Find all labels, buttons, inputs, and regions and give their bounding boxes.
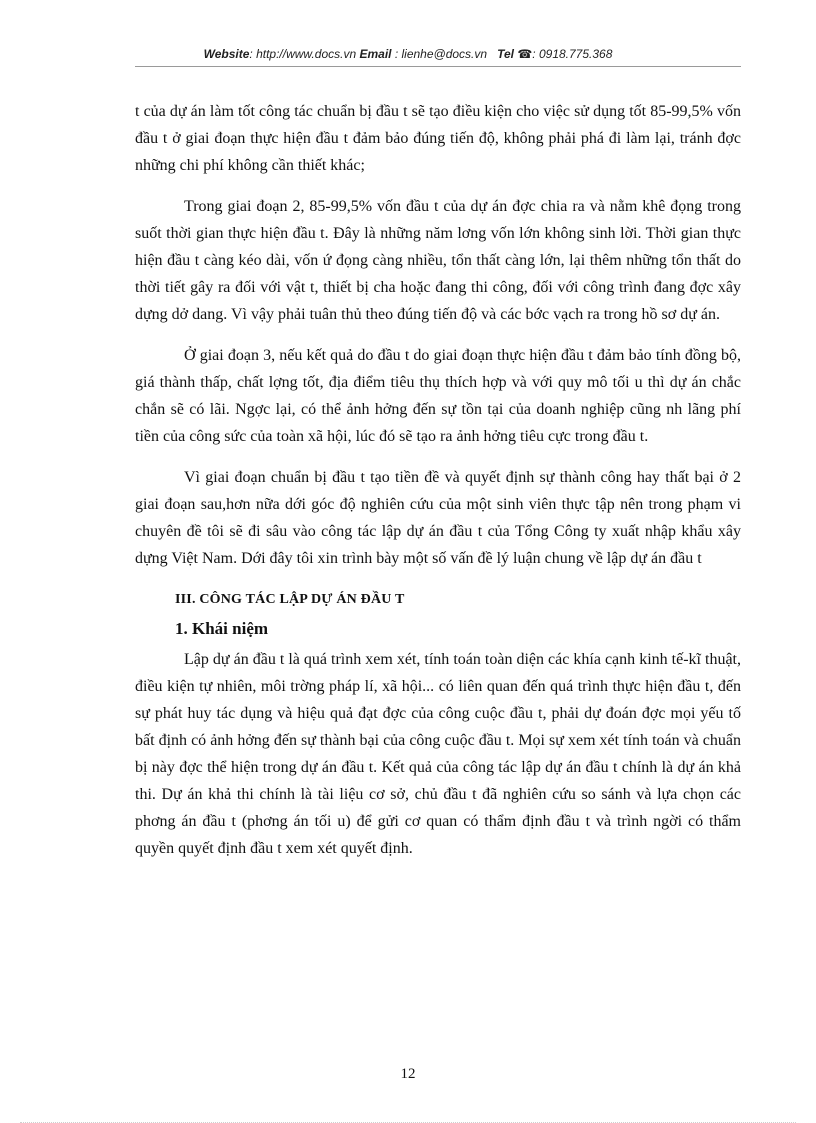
tel-value: 0918.775.368 (538, 47, 613, 61)
phone-icon: ☎ (517, 47, 533, 61)
document-body (135, 98, 741, 876)
paragraph-1: t của dự án làm tốt công tác chuẩn bị đầu t sẽ tạo điều kiện cho việc sử dụng tốt 85-99,5% vốn đầu t ở giai đoạn thực hiện đầu t đảm bảo đúng tiến độ, không phải phá đi làm lại, tránh đợc những chi phí không cần thiết khác; (135, 103, 741, 174)
tel-label: Tel (497, 47, 514, 61)
section-heading: III. CÔNG TÁC LẬP DỰ ÁN ĐẦU T (175, 592, 405, 607)
header-divider (135, 66, 741, 67)
website-url-link[interactable]: http://www.docs.vn (256, 47, 357, 61)
page-header (0, 47, 816, 61)
email-link[interactable]: lienhe@docs.vn (401, 47, 488, 61)
website-label: Website (203, 47, 250, 61)
email-label: Email (359, 47, 392, 61)
tel-separator: : (532, 47, 539, 61)
email-separator: : (391, 47, 402, 61)
definition-paragraph: Lập dự án đầu t là quá trình xem xét, tính toán toàn diện các khía cạnh kinh tế-kĩ thuật, điều kiện tự nhiên, môi trờng pháp lí, xã hội... có liên quan đến quá trình thực hiện đầu t, đến sự phát huy tác dụng và hiệu quả đạt đợc của công cuộc đầu t, phải dự đoán đợc mọi yếu tố bất định có ảnh hởng đến sự thành bại của công cuộc đầu t. Mọi sự xem xét tính toán và chuẩn bị này đợc thể hiện trong dự án đầu t. Kết quả của công tác lập dự án đầu t chính là dự án khả thi. Dự án khả thi chính là tài liệu cơ sở, chủ đầu t đã nghiên cứu so sánh và lựa chọn các phơng án đầu t (phơng án tối u) để gửi cơ quan có thẩm định đầu t và trình ngời có thẩm quyền quyết định đầu t xem xét quyết định. (135, 651, 741, 857)
paragraph-3: Ở giai đoạn 3, nếu kết quả do đầu t do giai đoạn thực hiện đầu t đảm bảo tính đồng bộ, giá thành thấp, chất lợng tốt, địa điểm tiêu thụ thích hợp và với quy mô tối u thì dự án chắc chắn sẽ có lãi. Ngợc lại, có thể ảnh hởng đến sự tồn tại của doanh nghiệp cũng nh lãng phí tiền của công sức của toàn xã hội, lúc đó sẽ tạo ra ảnh hởng tiêu cực trong đầu t. (135, 347, 741, 445)
subsection-heading: 1. Khái niệm (175, 619, 269, 638)
paragraph-2: Trong giai đoạn 2, 85-99,5% vốn đầu t của dự án đợc chia ra và nằm khê đọng trong suốt thời gian thực hiện đầu t. Đây là những năm lơng vốn lớn không sinh lời. Thời gian thực hiện đầu t càng kéo dài, vốn ứ đọng càng nhiều, tổn thất càng lớn, lại thêm những tổn thất do thời tiết gây ra đối với vật t, thiết bị cha hoặc đang thi công, đối với công trình đang đợc xây dựng dở dang. Vì vậy phải tuân thủ theo đúng tiến độ và các bớc vạch ra trong hồ sơ dự án. (135, 198, 741, 323)
website-separator: : (249, 47, 257, 61)
paragraph-4: Vì giai đoạn chuẩn bị đầu t tạo tiền đề và quyết định sự thành công hay thất bại ở 2 giai đoạn sau,hơn nữa dới góc độ nghiên cứu của một sinh viên thực tập nên trong phạm vi chuyên đề tôi sẽ đi sâu vào công tác lập dự án đầu t của Tổng Công ty xuất nhập khẩu xây dựng Việt Nam. Dới đây tôi xin trình bày một số vấn đề lý luận chung về lập dự án đầu t (135, 469, 741, 567)
page-number: 12 (400, 1066, 416, 1082)
